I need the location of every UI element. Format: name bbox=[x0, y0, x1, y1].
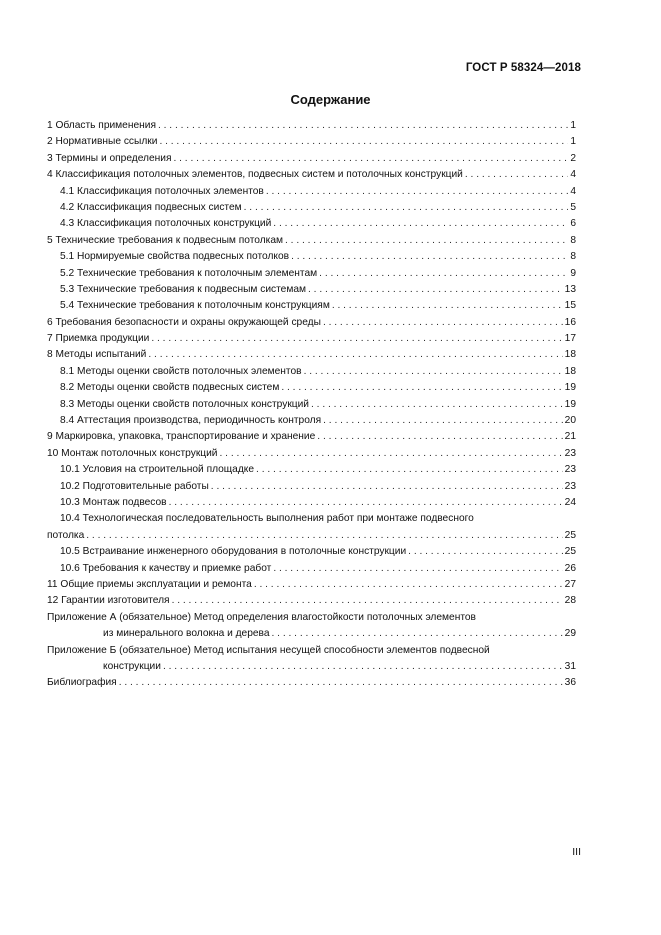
toc-entry[interactable] bbox=[47, 151, 576, 167]
toc-entry[interactable] bbox=[47, 249, 576, 265]
toc-leader-dots bbox=[172, 593, 563, 609]
toc-entry-label: 8.1 Методы оценки свойств потолочных элементов bbox=[60, 365, 302, 377]
toc-leader-dots bbox=[465, 167, 568, 183]
toc-entry-label: 5.3 Технические требования к подвесным системам bbox=[60, 283, 307, 295]
toc-entry-label-cont: потолка bbox=[47, 529, 85, 541]
toc-entry-page: 2 bbox=[570, 152, 576, 164]
toc-entry-page: 8 bbox=[570, 251, 576, 263]
toc-entry[interactable] bbox=[47, 347, 576, 363]
toc-entry-page: 8 bbox=[570, 234, 576, 246]
toc-entry-label: 1 Область применения bbox=[47, 120, 156, 131]
toc-entry-page: 19 bbox=[564, 382, 576, 394]
document-code: ГОСТ Р 58324—2018 bbox=[465, 62, 581, 74]
toc-entry-continuation[interactable] bbox=[47, 659, 576, 675]
toc-entry-label: 9 Маркировка, упаковка, транспортирование и хранение bbox=[47, 431, 316, 443]
toc-entry-label: 5.4 Технические требования к потолочным конструкциям bbox=[60, 300, 330, 312]
toc-entry-page: 29 bbox=[564, 628, 576, 640]
toc-entry-label: 8.4 Аттестация производства, периодичность контроля bbox=[60, 415, 322, 427]
toc-leader-dots bbox=[304, 364, 563, 380]
toc-entry-label: Библиография bbox=[47, 677, 117, 689]
toc-entry[interactable] bbox=[47, 118, 576, 134]
toc-entry-label: 10.6 Требования к качеству и приемке работ bbox=[60, 562, 272, 574]
toc-entry[interactable] bbox=[47, 364, 576, 380]
toc-entry-page: 6 bbox=[570, 218, 576, 230]
toc-leader-dots bbox=[158, 118, 568, 134]
toc-entry-label: 10.1 Условия на строительной площадке bbox=[60, 464, 255, 476]
toc-entry[interactable] bbox=[47, 266, 576, 282]
toc-entry-label: 8.2 Методы оценки свойств подвесных систем bbox=[60, 382, 280, 394]
toc-entry[interactable] bbox=[47, 380, 576, 396]
toc-entry[interactable] bbox=[47, 675, 576, 691]
toc-leader-dots bbox=[148, 347, 562, 363]
toc-entry-label: 11 Общие приемы эксплуатации и ремонта bbox=[47, 578, 252, 590]
toc-leader-dots bbox=[311, 397, 563, 413]
toc-entry-label: 10.3 Монтаж подвесов bbox=[60, 496, 167, 508]
toc-leader-dots bbox=[169, 495, 563, 511]
toc-entry-page: 26 bbox=[564, 562, 576, 574]
toc-entry-label: Приложение А (обязательное) Метод определения влагостойкости потолочных элементов bbox=[47, 611, 476, 623]
toc-leader-dots bbox=[332, 298, 563, 314]
toc-entry-page: 13 bbox=[564, 283, 576, 295]
toc-entry-page: 20 bbox=[564, 415, 576, 427]
toc-leader-dots bbox=[273, 216, 568, 232]
toc-entry-label: 4.3 Классификация потолочных конструкций bbox=[60, 218, 272, 230]
toc-entry[interactable] bbox=[47, 134, 576, 150]
toc-leader-dots bbox=[211, 479, 563, 495]
toc-entry-label: 2 Нормативные ссылки bbox=[47, 136, 158, 148]
toc-entry-page: 23 bbox=[564, 480, 576, 492]
toc-leader-dots bbox=[254, 577, 563, 593]
toc-entry[interactable] bbox=[47, 511, 576, 527]
toc-entry[interactable] bbox=[47, 413, 576, 429]
toc-leader-dots bbox=[151, 331, 562, 347]
toc-entry-page: 23 bbox=[564, 447, 576, 459]
toc-entry-page: 28 bbox=[564, 595, 576, 607]
toc-entry[interactable] bbox=[47, 298, 576, 314]
toc-entry-label: 10 Монтаж потолочных конструкций bbox=[47, 447, 218, 459]
toc-leader-dots bbox=[408, 544, 563, 560]
toc-entry-page: 1 bbox=[570, 136, 576, 148]
toc-leader-dots bbox=[119, 675, 563, 691]
toc-entry-page: 19 bbox=[564, 398, 576, 410]
toc-entry-label: 5.1 Нормируемые свойства подвесных потолков bbox=[60, 251, 290, 263]
toc-leader-dots bbox=[273, 561, 562, 577]
toc-leader-dots bbox=[319, 266, 568, 282]
toc-entry-label: 3 Термины и определения bbox=[47, 152, 172, 164]
toc-leader-dots bbox=[285, 233, 568, 249]
toc-leader-dots bbox=[323, 413, 563, 429]
page-number: III bbox=[572, 846, 581, 858]
toc-leader-dots bbox=[86, 528, 562, 544]
toc-entry-page: 27 bbox=[564, 578, 576, 590]
toc-entry-label: 6 Требования безопасности и охраны окружающей среды bbox=[47, 316, 321, 328]
toc-entry-page: 16 bbox=[564, 316, 576, 328]
toc-leader-dots bbox=[308, 282, 563, 298]
toc-entry-page: 9 bbox=[570, 267, 576, 279]
toc-entry-label: 7 Приемка продукции bbox=[47, 333, 150, 345]
toc-entry-page: 31 bbox=[564, 660, 576, 672]
toc-leader-dots bbox=[173, 151, 568, 167]
toc-entry-page: 5 bbox=[570, 201, 576, 213]
toc-leader-dots bbox=[323, 315, 563, 331]
toc-entry-page: 4 bbox=[570, 169, 576, 181]
toc-entry[interactable] bbox=[47, 462, 576, 478]
table-of-contents bbox=[47, 118, 576, 692]
toc-entry[interactable] bbox=[47, 315, 576, 331]
toc-leader-dots bbox=[244, 200, 569, 216]
toc-entry-label: 4.2 Классификация подвесных систем bbox=[60, 201, 242, 213]
toc-entry-label: 4.1 Классификация потолочных элементов bbox=[60, 185, 264, 197]
toc-entry[interactable] bbox=[47, 643, 576, 659]
toc-entry-continuation[interactable] bbox=[47, 626, 576, 642]
toc-leader-dots bbox=[163, 659, 563, 675]
toc-entry[interactable] bbox=[47, 397, 576, 413]
toc-entry[interactable] bbox=[47, 233, 576, 249]
toc-leader-dots bbox=[317, 429, 562, 445]
toc-entry-label-cont: из минерального волокна и дерева bbox=[103, 628, 270, 640]
toc-entry-label: 10.2 Подготовительные работы bbox=[60, 480, 209, 492]
toc-entry-label: 10.4 Технологическая последовательность выполнения работ при монтаже подвесного bbox=[60, 513, 474, 525]
toc-leader-dots bbox=[266, 184, 568, 200]
toc-entry[interactable] bbox=[47, 610, 576, 626]
toc-leader-dots bbox=[220, 446, 563, 462]
toc-entry[interactable] bbox=[47, 200, 576, 216]
toc-entry[interactable] bbox=[47, 331, 576, 347]
toc-entry[interactable] bbox=[47, 167, 576, 183]
toc-leader-dots bbox=[291, 249, 568, 265]
toc-entry[interactable] bbox=[47, 216, 576, 232]
toc-entry[interactable] bbox=[47, 561, 576, 577]
page-title: Содержание bbox=[290, 92, 371, 107]
toc-entry-page: 1 bbox=[570, 120, 576, 131]
toc-entry-page: 25 bbox=[564, 529, 576, 541]
toc-entry[interactable] bbox=[47, 577, 576, 593]
toc-entry-label: 10.5 Встраивание инженерного оборудования в потолочные конструкции bbox=[60, 546, 407, 558]
toc-entry-label: 4 Классификация потолочных элементов, подвесных систем и потолочных конструкций bbox=[47, 169, 463, 181]
toc-entry-label: Приложение Б (обязательное) Метод испытания несущей способности элементов подвесной bbox=[47, 644, 490, 656]
toc-entry-label: 5.2 Технические требования к потолочным элементам bbox=[60, 267, 318, 279]
toc-entry-page: 36 bbox=[564, 677, 576, 689]
toc-entry[interactable] bbox=[47, 479, 576, 495]
toc-entry-page: 15 bbox=[564, 300, 576, 312]
toc-entry-page: 17 bbox=[564, 333, 576, 345]
toc-entry[interactable] bbox=[47, 184, 576, 200]
toc-entry[interactable] bbox=[47, 446, 576, 462]
toc-entry-page: 25 bbox=[564, 546, 576, 558]
toc-entry-label: 8.3 Методы оценки свойств потолочных конструкций bbox=[60, 398, 309, 410]
toc-entry-page: 18 bbox=[564, 365, 576, 377]
toc-entry-label: 12 Гарантии изготовителя bbox=[47, 595, 170, 607]
toc-leader-dots bbox=[159, 134, 568, 150]
toc-entry-page: 23 bbox=[564, 464, 576, 476]
toc-entry-label: 8 Методы испытаний bbox=[47, 349, 147, 361]
toc-entry-label-cont: конструкции bbox=[103, 660, 161, 672]
toc-entry[interactable] bbox=[47, 282, 576, 298]
toc-entry[interactable] bbox=[47, 429, 576, 445]
toc-entry[interactable] bbox=[47, 544, 576, 560]
toc-entry[interactable] bbox=[47, 593, 576, 609]
toc-entry-label: 5 Технические требования к подвесным потолкам bbox=[47, 234, 283, 246]
toc-leader-dots bbox=[256, 462, 563, 478]
toc-entry-page: 4 bbox=[570, 185, 576, 197]
toc-entry[interactable] bbox=[47, 495, 576, 511]
toc-entry-page: 21 bbox=[564, 431, 576, 443]
toc-leader-dots bbox=[281, 380, 562, 396]
toc-entry-page: 24 bbox=[564, 496, 576, 508]
toc-entry-continuation[interactable] bbox=[47, 528, 576, 544]
toc-leader-dots bbox=[272, 626, 563, 642]
toc-entry-page: 18 bbox=[564, 349, 576, 361]
